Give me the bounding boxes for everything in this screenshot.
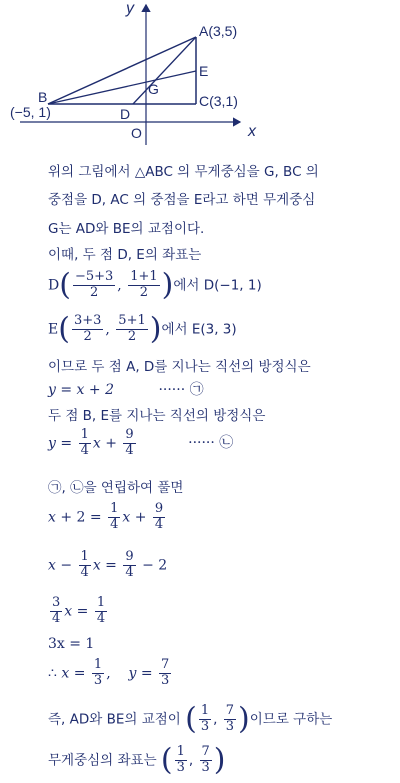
eq1-text: y = x + 2: [48, 382, 114, 398]
point-G-label: G: [148, 81, 159, 97]
side-AB: [48, 37, 196, 104]
point-B-label: B: [38, 89, 48, 105]
point-D-label: D: [120, 106, 131, 122]
equation-3: x + 2 = $\frac{1}{4}$ x + $\frac{9}{4}$: [48, 501, 164, 532]
equation-2: y = $\frac{1}{4}$ x + $\frac{9}{4}$ ······ ㉡: [48, 427, 234, 458]
d-coord-line: D( $\frac{-5+3}{2}$ , $\frac{1+1}{2}$ )에서 D(−1, 1): [48, 267, 262, 303]
point-E-label: E: [199, 63, 209, 79]
point-C-label: C(3,1): [199, 93, 238, 109]
point-B-coord: (−5, 1): [10, 104, 51, 120]
median-AD: [133, 37, 196, 104]
coordinate-graph: [0, 0, 400, 150]
final-post: 이므로 구하는: [249, 711, 333, 728]
text-p7: ㉠, ㉡을 연립하여 풀면: [48, 480, 184, 496]
origin-label: O: [131, 125, 142, 141]
median-BE: [48, 71, 196, 104]
text-line-7: [48, 480, 183, 496]
equation-5: $\frac{3}{4}$ x = $\frac{1}{4}$: [52, 595, 106, 626]
y-axis-label: y: [126, 0, 134, 17]
text-line-6: [48, 408, 265, 424]
final-line-1: 즉, AD와 BE의 교점이 ( $\frac{1}{3}$ , $\frac{7}{3}$ )이므로 구하는: [48, 701, 333, 737]
text-line-3: [48, 221, 204, 237]
text-line-5: [48, 359, 311, 375]
text-p3: G는 AD와 BE의 교점이다.: [48, 221, 205, 237]
mark-2: ······ ㉡: [188, 435, 234, 452]
text-line-1: [48, 164, 319, 180]
text-p4: 이때, 두 점 D, E의 좌표는: [48, 247, 202, 263]
text-p2: 중점을 D, AC 의 중점을 E라고 하면 무게중심: [48, 192, 316, 208]
equation-4: x − $\frac{1}{4}$ x = $\frac{9}{4}$ − 2: [48, 549, 168, 580]
e-coord-line: E( $\frac{3+3}{2}$ , $\frac{5+1}{2}$ )에서 E(3, 3): [48, 311, 237, 347]
mark-1: ······ ㉠: [158, 382, 204, 398]
e-suffix: 에서 E(3, 3): [161, 321, 237, 338]
text-p6: 두 점 B, E를 지나는 직선의 방정식은: [48, 408, 266, 424]
text-line-4: [48, 247, 201, 263]
text-line-2: [48, 192, 315, 208]
equation-1: [48, 382, 204, 399]
d-suffix: 에서 D(−1, 1): [173, 277, 262, 294]
point-A-label: A(3,5): [199, 23, 238, 39]
text-p5: 이므로 두 점 A, D를 지나는 직선의 방정식은: [48, 359, 311, 375]
final-2: 무게중심의 좌표는: [48, 752, 157, 769]
x-axis-label: x: [248, 123, 256, 140]
equation-7: ∴ x = $\frac{1}{3}$ , y = $\frac{7}{3}$: [48, 657, 170, 688]
eq-3x: 3x = 1: [48, 636, 95, 652]
final-pre: 즉, AD와 BE의 교점이: [48, 711, 181, 728]
text-p1: 위의 그림에서 △ABC 의 무게중심을 G, BC 의: [48, 164, 319, 180]
final-line-2: 무게중심의 좌표는 ( $\frac{1}{3}$ , $\frac{7}{3}$ ): [48, 742, 226, 778]
equation-6: [48, 636, 94, 653]
